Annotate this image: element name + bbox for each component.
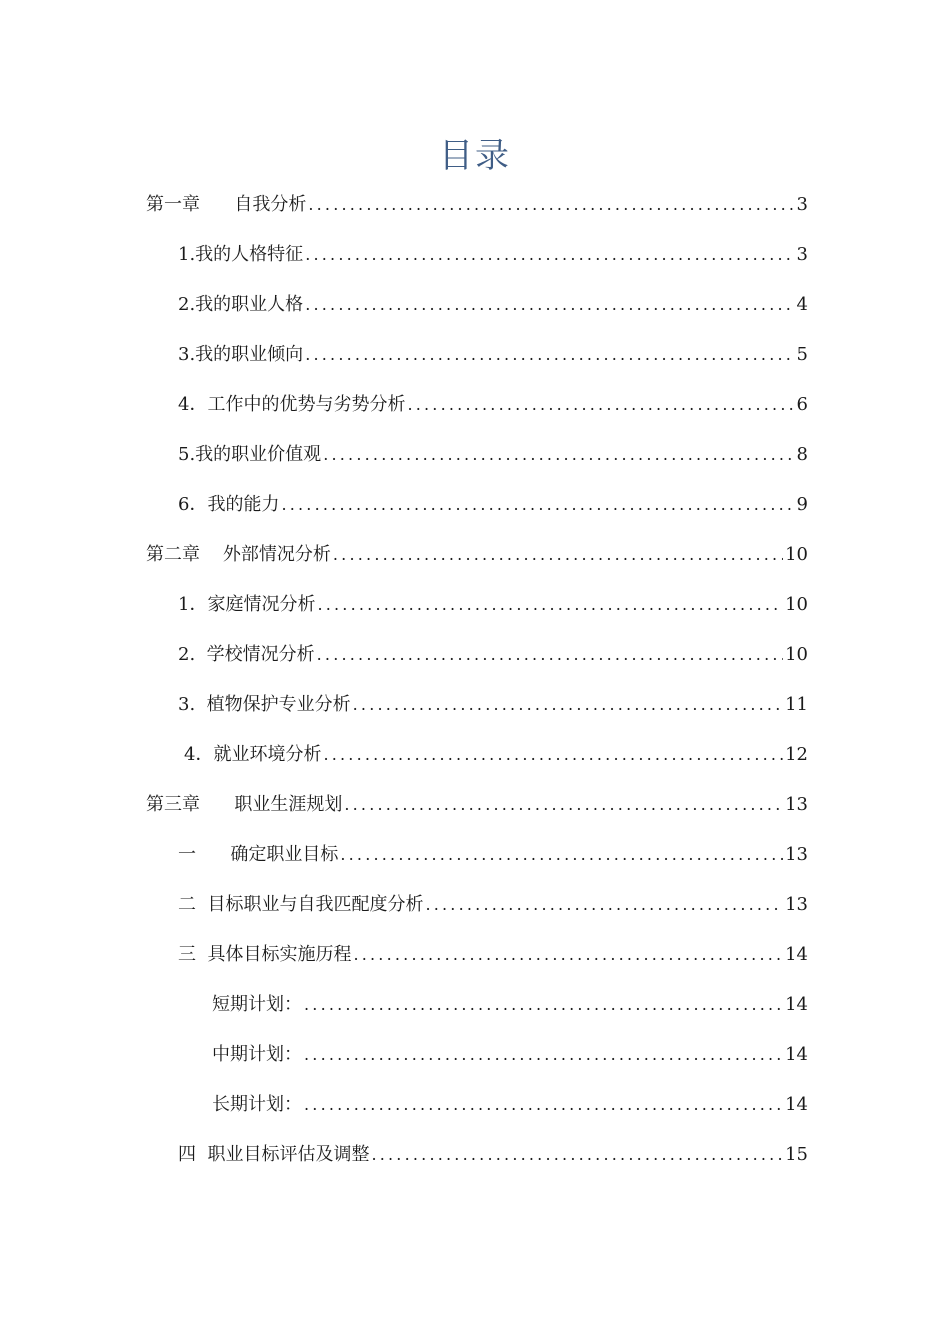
- toc-dot-leader: [304, 1080, 783, 1130]
- toc-entry-page: 8: [796, 444, 808, 465]
- toc-dot-leader: [407, 380, 794, 430]
- toc-entry[interactable]: [178, 380, 808, 430]
- toc-entry-label: 三 具体目标实施历程: [178, 944, 352, 965]
- toc-entry[interactable]: [184, 730, 808, 780]
- toc-dot-leader: [317, 630, 783, 680]
- toc-entry-page: 4: [796, 294, 808, 315]
- toc-entry-label: 中期计划：: [212, 1044, 302, 1065]
- toc-entry-label: 一 确定职业目标: [178, 844, 339, 865]
- toc-entry-page: 14: [785, 1044, 808, 1065]
- toc-entry-page: 3: [796, 244, 808, 265]
- toc-entry-page: 13: [785, 794, 808, 815]
- toc-entry-page: 15: [785, 1144, 808, 1165]
- toc-entry-page: 10: [785, 594, 808, 615]
- toc-entry[interactable]: [178, 630, 808, 680]
- toc-entry-page: 5: [796, 344, 808, 365]
- toc-entry-label: 1．家庭情况分析: [178, 594, 316, 615]
- toc-entry[interactable]: [178, 680, 808, 730]
- toc-entry-label: 长期计划：: [212, 1094, 302, 1115]
- toc-dot-leader: [344, 780, 783, 830]
- toc-entry-page: 13: [785, 894, 808, 915]
- toc-entry-label: 第三章 职业生涯规划: [146, 794, 343, 815]
- toc-entry-page: 3: [796, 194, 808, 215]
- toc-dot-leader: [305, 280, 794, 330]
- toc-entry[interactable]: [178, 230, 808, 280]
- toc-entry-label: 4．就业环境分析: [184, 744, 322, 765]
- toc-entry-label: 短期计划：: [212, 994, 302, 1015]
- toc-entry[interactable]: [178, 330, 808, 380]
- toc-dot-leader: [323, 430, 794, 480]
- toc-entry-label: 1.我的人格特征: [178, 244, 304, 265]
- toc-entry[interactable]: [212, 980, 808, 1030]
- toc-entry-page: 9: [796, 494, 808, 515]
- toc-entry[interactable]: [212, 1080, 808, 1130]
- toc-entry-label: 2.我的职业人格: [178, 294, 304, 315]
- toc-entry-page: 14: [785, 994, 808, 1015]
- toc-entry-label: 2. 学校情况分析: [178, 644, 315, 665]
- toc-entry-label: 6．我的能力: [178, 494, 280, 515]
- toc-dot-leader: [308, 180, 794, 230]
- toc-entry-page: 14: [785, 1094, 808, 1115]
- toc-entry-label: 5.我的职业价值观: [178, 444, 322, 465]
- toc-entry-chapter-3[interactable]: [146, 780, 808, 830]
- toc-entry-label: 第二章 外部情况分析: [146, 544, 331, 565]
- toc-dot-leader: [425, 880, 783, 930]
- toc-entry-label: 3. 植物保护专业分析: [178, 694, 351, 715]
- toc-entry[interactable]: [178, 280, 808, 330]
- toc-entry-label: 二 目标职业与自我匹配度分析: [178, 894, 424, 915]
- toc-entry-page: 10: [785, 644, 808, 665]
- toc-entry[interactable]: [178, 880, 808, 930]
- toc-entry-page: 10: [785, 544, 808, 565]
- toc-entry[interactable]: [178, 830, 808, 880]
- toc-entry[interactable]: [178, 1130, 808, 1180]
- toc-entry-label: 4．工作中的优势与劣势分析: [178, 394, 406, 415]
- toc-entry-chapter-1[interactable]: [146, 180, 808, 230]
- toc-entry[interactable]: [212, 1030, 808, 1080]
- toc-dot-leader: [317, 580, 783, 630]
- toc-entry-page: 14: [785, 944, 808, 965]
- toc-dot-leader: [333, 530, 783, 580]
- toc-entry-chapter-2[interactable]: [146, 530, 808, 580]
- toc-dot-leader: [353, 930, 783, 980]
- toc-entry[interactable]: [178, 930, 808, 980]
- toc-dot-leader: [304, 980, 783, 1030]
- toc-dot-leader: [323, 730, 783, 780]
- toc-entry-page: 12: [785, 744, 808, 765]
- toc-dot-leader: [371, 1130, 783, 1180]
- toc-entry[interactable]: [178, 580, 808, 630]
- toc-dot-leader: [340, 830, 783, 880]
- toc-entry-page: 13: [785, 844, 808, 865]
- toc-entry-label: 3.我的职业倾向: [178, 344, 304, 365]
- toc-dot-leader: [281, 480, 794, 530]
- toc-entry-label: 第一章 自我分析: [146, 194, 307, 215]
- toc-entry-page: 6: [796, 394, 808, 415]
- toc-entry[interactable]: [178, 480, 808, 530]
- toc-entry[interactable]: [178, 430, 808, 480]
- toc-dot-leader: [305, 230, 794, 280]
- toc-dot-leader: [304, 1030, 783, 1080]
- toc-entry-page: 11: [785, 694, 808, 715]
- toc-entry-label: 四 职业目标评估及调整: [178, 1144, 370, 1165]
- toc-title: 目录: [439, 136, 511, 176]
- toc-dot-leader: [353, 680, 783, 730]
- toc-dot-leader: [305, 330, 794, 380]
